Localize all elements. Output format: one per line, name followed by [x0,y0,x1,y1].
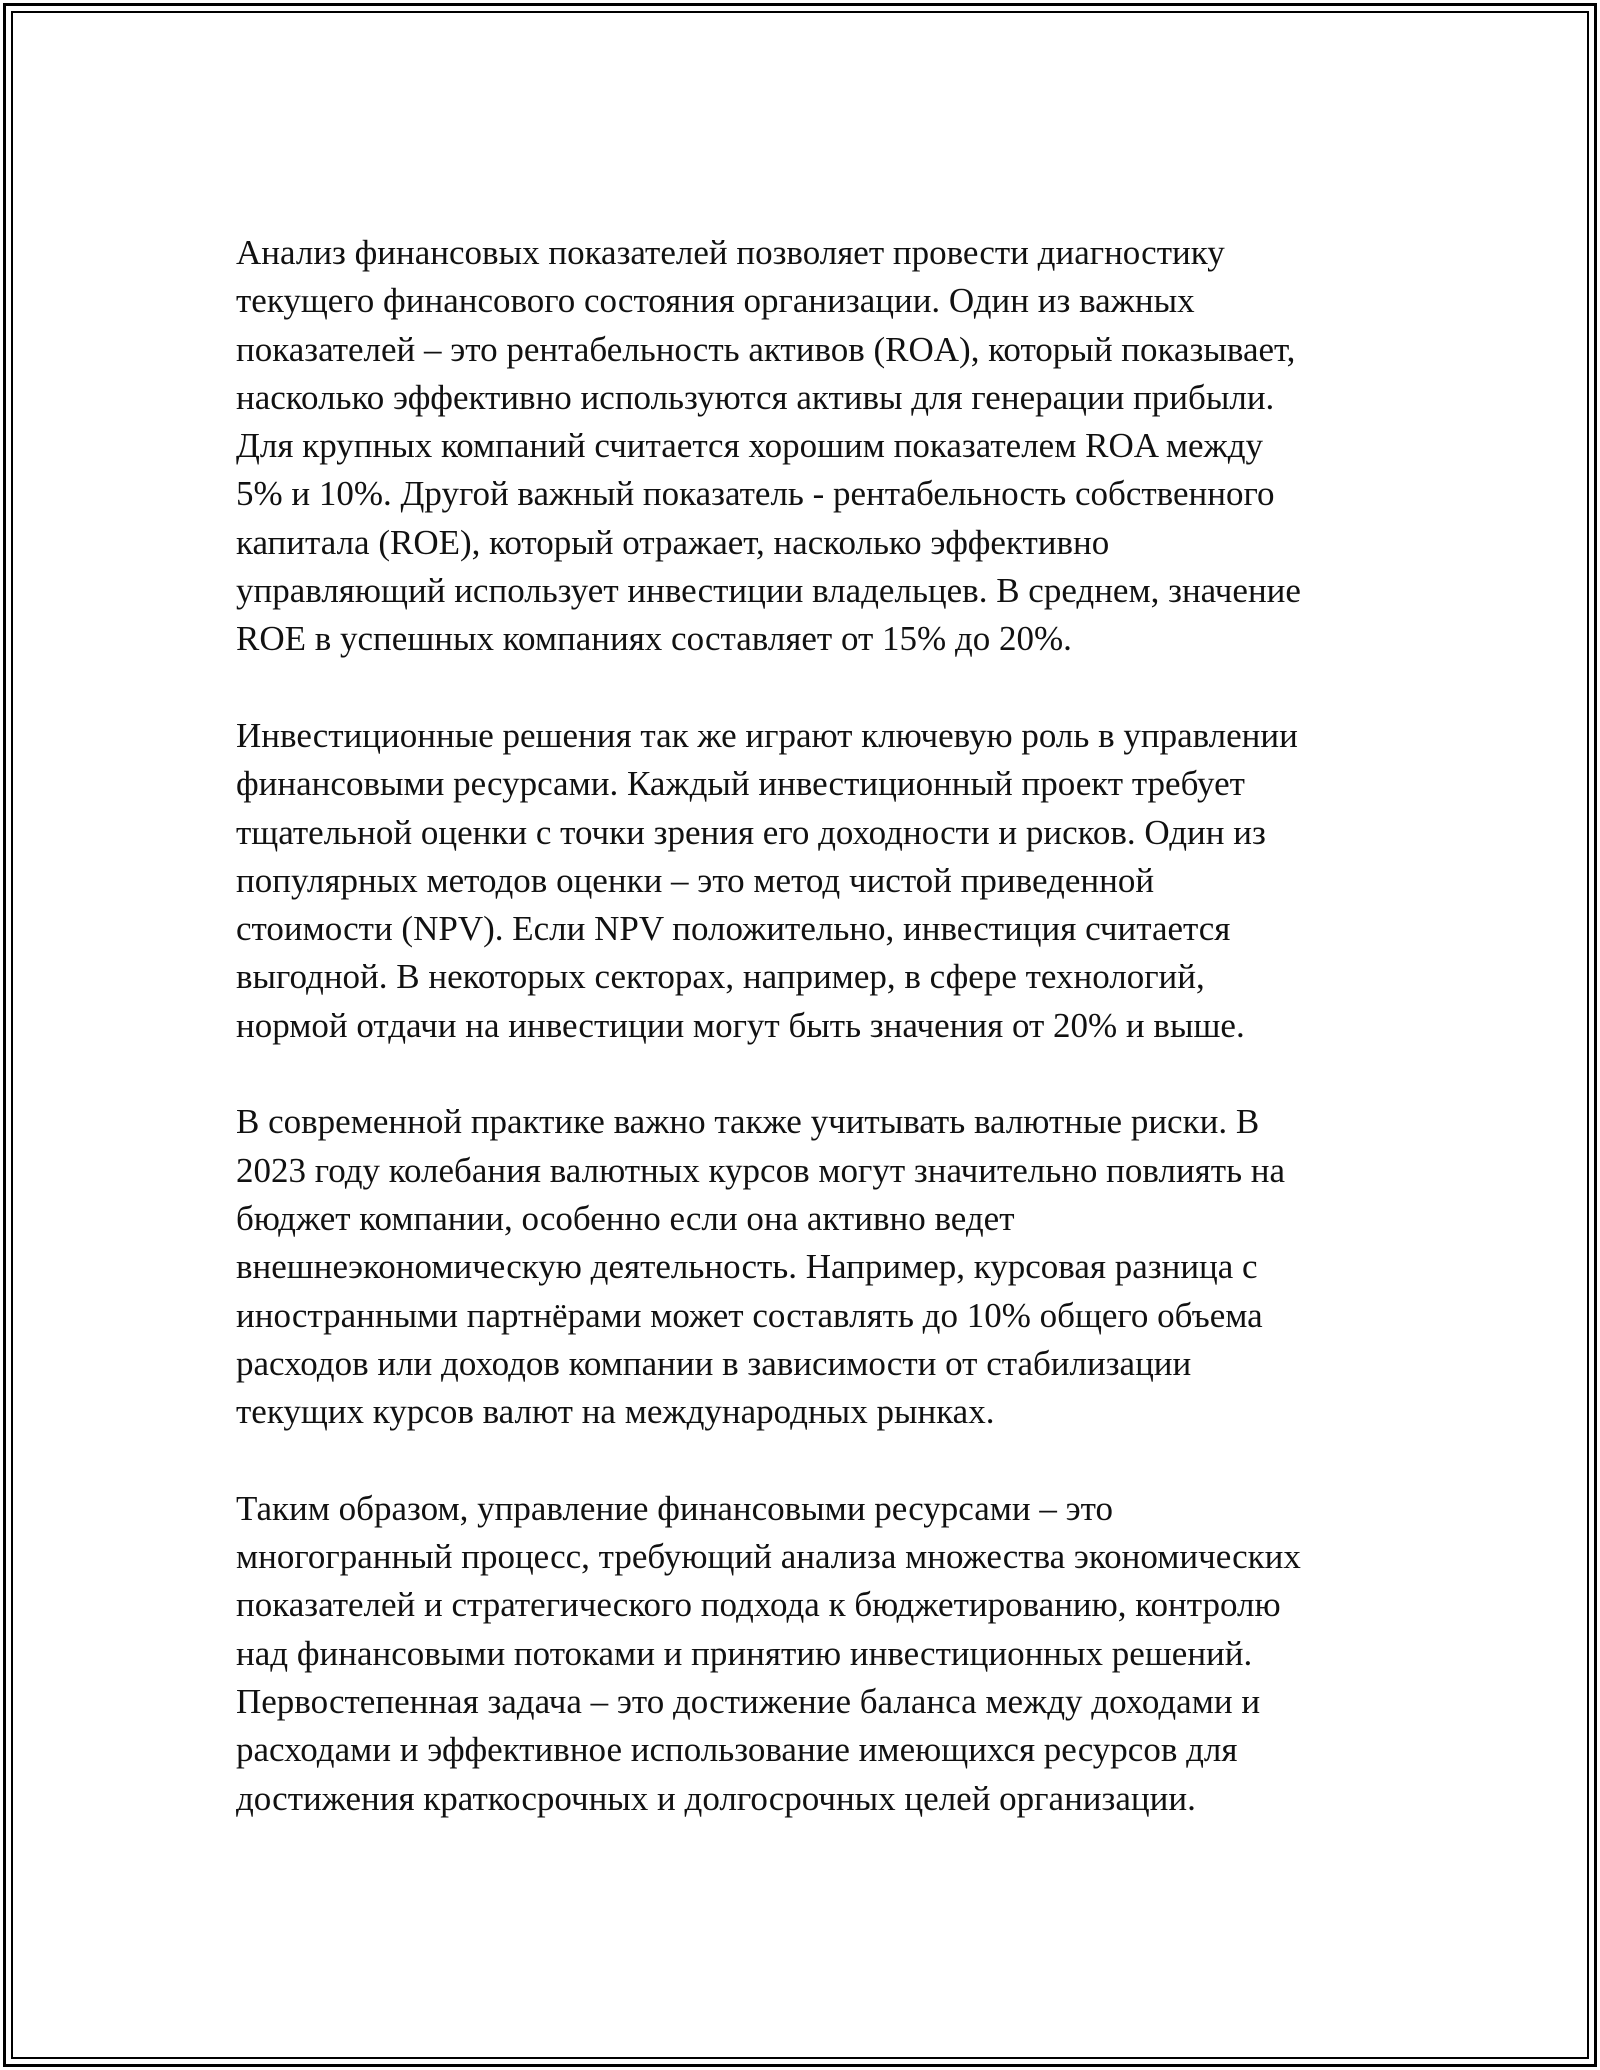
text-line: управляющий использует инвестиции владельцев. В среднем, значение [236,571,1301,611]
text-line: расходов или доходов компании в зависимости от стабилизации [236,1343,1192,1383]
text-line: 2023 году колебания валютных курсов могут значительно повлиять на [236,1150,1286,1190]
text-line: текущих курсов валют на международных рынках. [236,1392,995,1432]
text-line: нормой отдачи на инвестиции могут быть значения от 20% и выше. [236,1005,1245,1045]
paragraph-investment-decisions [236,712,1386,1050]
text-line: бюджет компании, особенно если она активно ведет [236,1198,1015,1238]
text-line: стоимости (NPV). Если NPV положительно, инвестиция считается [236,909,1231,949]
text-line: иностранными партнёрами может составлять до 10% общего объема [236,1295,1263,1335]
text-line: В современной практике важно также учитывать валютные риски. В [236,1102,1260,1142]
text-line: показателей и стратегического подхода к бюджетированию, контролю [236,1585,1281,1625]
text-line: над финансовыми потоками и принятию инвестиционных решений. [236,1633,1253,1673]
text-line: Первостепенная задача – это достижение баланса между доходами и [236,1681,1261,1721]
text-line: Таким образом, управление финансовыми ресурсами – это [236,1488,1114,1528]
text-line: многогранный процесс, требующий анализа множества экономических [236,1537,1301,1577]
text-line: ROE в успешных компаниях составляет от 15% до 20%. [236,619,1072,659]
text-line: финансовыми ресурсами. Каждый инвестиционный проект требует [236,764,1245,804]
text-line: Для крупных компаний считается хорошим показателем ROA между [236,426,1263,466]
text-line: внешнеэкономическую деятельность. Например, курсовая разница с [236,1247,1258,1287]
text-line: расходами и эффективное использование имеющихся ресурсов для [236,1730,1238,1770]
text-line: насколько эффективно используются активы для генерации прибыли. [236,377,1275,417]
text-line: 5% и 10%. Другой важный показатель - рентабельность собственного [236,474,1275,514]
text-line: текущего финансового состояния организации. Один из важных [236,281,1195,321]
text-line: показателей – это рентабельность активов (ROA), который показывает, [236,329,1296,369]
paragraph-currency-risks [236,1098,1386,1436]
text-line: достижения краткосрочных и долгосрочных целей организации. [236,1778,1196,1818]
text-line: Инвестиционные решения так же играют ключевую роль в управлении [236,715,1298,755]
document-body [236,229,1386,1823]
paragraph-conclusion [236,1485,1386,1823]
text-line: популярных методов оценки – это метод чистой приведенной [236,860,1155,900]
text-line: тщательной оценки с точки зрения его доходности и рисков. Один из [236,812,1266,852]
paragraph-financial-indicators [236,229,1386,664]
text-line: выгодной. В некоторых секторах, например, в сфере технологий, [236,957,1205,997]
text-line: капитала (ROE), который отражает, насколько эффективно [236,522,1110,562]
text-line: Анализ финансовых показателей позволяет провести диагностику [236,233,1225,272]
